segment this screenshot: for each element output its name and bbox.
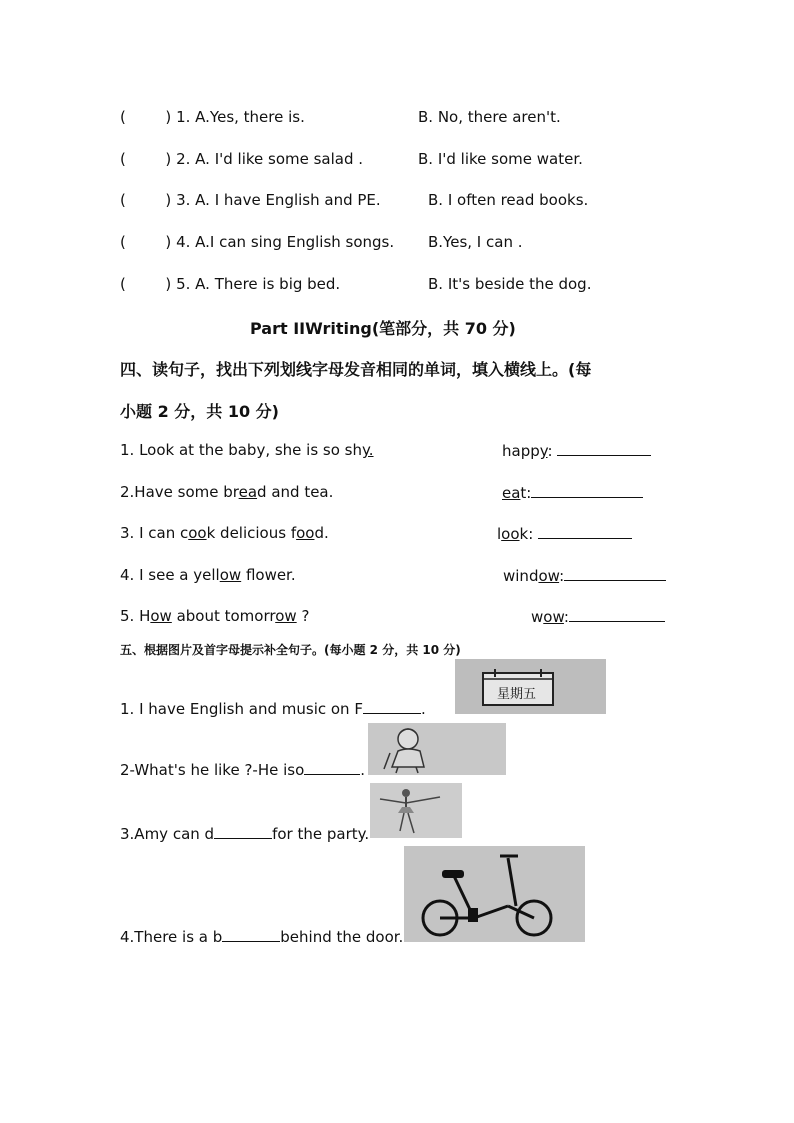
- word-text: w: [531, 608, 544, 626]
- option-b: B.Yes, I can .: [428, 233, 523, 251]
- calendar-image: [455, 659, 606, 714]
- option-a: A.Yes, there is.: [195, 108, 305, 126]
- answer-blank[interactable]: [538, 524, 632, 539]
- option-b: B. I often read books.: [428, 191, 589, 209]
- paren-open: (: [120, 275, 126, 293]
- option-b: B. No, there aren't.: [418, 108, 561, 126]
- option-a: A. I have English and PE.: [195, 191, 381, 209]
- old-man-image: [368, 723, 506, 775]
- paren-open: (: [120, 108, 126, 126]
- sentence-text: d and tea.: [257, 483, 334, 501]
- bicycle-image: [404, 846, 585, 942]
- section5-heading: 五、根据图片及首字母提示补全句子。(每小题 2 分，共 10 分): [120, 643, 461, 657]
- word-text: k:: [519, 525, 534, 543]
- listening-item: [120, 150, 363, 168]
- paren-open: (: [120, 191, 126, 209]
- target-word: [503, 566, 666, 585]
- sentence-text: 1. I have English and music on F: [120, 700, 363, 718]
- word-text: wind: [503, 567, 539, 585]
- sentence: [120, 607, 309, 625]
- target-word: [502, 483, 643, 502]
- answer-blank[interactable]: [222, 927, 280, 942]
- option-a: A. There is big bed.: [195, 275, 341, 293]
- item-number: 4.: [176, 233, 191, 251]
- underlined-letters: y: [539, 442, 548, 460]
- underlined-letters: y.: [362, 441, 374, 459]
- underlined-letters: ow: [543, 608, 564, 626]
- sentence-text: 2-What's he like ?-He iso: [120, 761, 305, 779]
- sentence-text: 1. Look at the baby, she is so sh: [120, 441, 363, 459]
- sentence: [120, 483, 333, 501]
- paren-open: (: [120, 150, 126, 168]
- answer-blank[interactable]: [214, 824, 272, 839]
- item-number: 2.: [176, 150, 191, 168]
- sentence-text: flower.: [241, 566, 296, 584]
- item-number: 3.: [176, 191, 191, 209]
- section4-heading-cont: 小题 2 分，共 10 分): [120, 402, 279, 421]
- listening-item: [120, 275, 340, 293]
- underlined-letters: ea: [238, 483, 258, 501]
- underlined-letters: oo: [501, 525, 520, 543]
- underlined-letters: ow: [275, 607, 297, 625]
- sentence-text: behind the door.: [280, 928, 404, 946]
- option-b: B. I'd like some water.: [418, 150, 583, 168]
- dancer-icon: [370, 783, 462, 838]
- underlined-letters: oo: [188, 524, 207, 542]
- answer-blank[interactable]: [557, 441, 651, 456]
- answer-blank[interactable]: [564, 566, 666, 581]
- sentence-text: 3.Amy can d: [120, 825, 215, 843]
- answer-blank[interactable]: [363, 699, 421, 714]
- paren-close: ): [165, 150, 172, 168]
- underlined-letters: ea: [502, 484, 521, 502]
- calendar-label: 星期五: [497, 687, 537, 702]
- sentence-text: ?: [296, 607, 310, 625]
- item-number: 1.: [176, 108, 191, 126]
- sentence: [120, 824, 369, 843]
- sentence: [120, 927, 403, 946]
- answer-blank[interactable]: [569, 607, 665, 622]
- listening-item: [120, 108, 305, 126]
- dancer-image: [370, 783, 462, 838]
- word-text: :: [559, 567, 565, 585]
- item-number: 5.: [176, 275, 191, 293]
- target-word: [531, 607, 665, 626]
- listening-item: [120, 191, 381, 209]
- sentence-text: 2.Have some br: [120, 483, 239, 501]
- sentence: [120, 699, 426, 718]
- sentence-text: 5. H: [120, 607, 151, 625]
- word-text: :: [563, 608, 569, 626]
- sentence-text: 4. I see a yell: [120, 566, 220, 584]
- sentence: [120, 566, 296, 584]
- sentence-text: .: [420, 700, 426, 718]
- underlined-letters: ow: [219, 566, 242, 584]
- sentence: [120, 524, 329, 542]
- underlined-letters: oo: [296, 524, 315, 542]
- sentence-text: k delicious f: [206, 524, 297, 542]
- target-word: [502, 441, 651, 460]
- paren-close: ): [165, 233, 172, 251]
- paren-open: (: [120, 233, 126, 251]
- listening-item: [120, 233, 394, 251]
- answer-blank[interactable]: [531, 483, 643, 498]
- sentence-text: d.: [314, 524, 329, 542]
- paren-close: ): [165, 275, 172, 293]
- paren-close: ): [165, 191, 172, 209]
- word-text: happ: [502, 442, 540, 460]
- sentence-text: about tomorr: [171, 607, 276, 625]
- sentence: [120, 760, 365, 779]
- underlined-letters: ow: [150, 607, 172, 625]
- word-text: t:: [520, 484, 532, 502]
- sentence: [120, 441, 374, 459]
- word-text: :: [547, 442, 553, 460]
- option-a: A. I'd like some salad .: [195, 150, 364, 168]
- bicycle-icon: [404, 846, 585, 942]
- paren-close: ): [165, 108, 172, 126]
- sentence-text: for the party.: [272, 825, 370, 843]
- sentence-text: .: [360, 761, 366, 779]
- underlined-letters: ow: [538, 567, 560, 585]
- sentence-text: 4.There is a b: [120, 928, 223, 946]
- word-text: l: [497, 525, 502, 543]
- target-word: [497, 524, 632, 543]
- old-man-icon: [368, 723, 506, 775]
- option-a: A.I can sing English songs.: [195, 233, 395, 251]
- section4-heading: 四、读句子，找出下列划线字母发音相同的单词，填入横线上。(每: [120, 360, 592, 379]
- part2-title: Part IIWriting(笔部分，共 70 分): [250, 319, 516, 338]
- sentence-text: 3. I can c: [120, 524, 189, 542]
- answer-blank[interactable]: [304, 760, 360, 775]
- option-b: B. It's beside the dog.: [428, 275, 592, 293]
